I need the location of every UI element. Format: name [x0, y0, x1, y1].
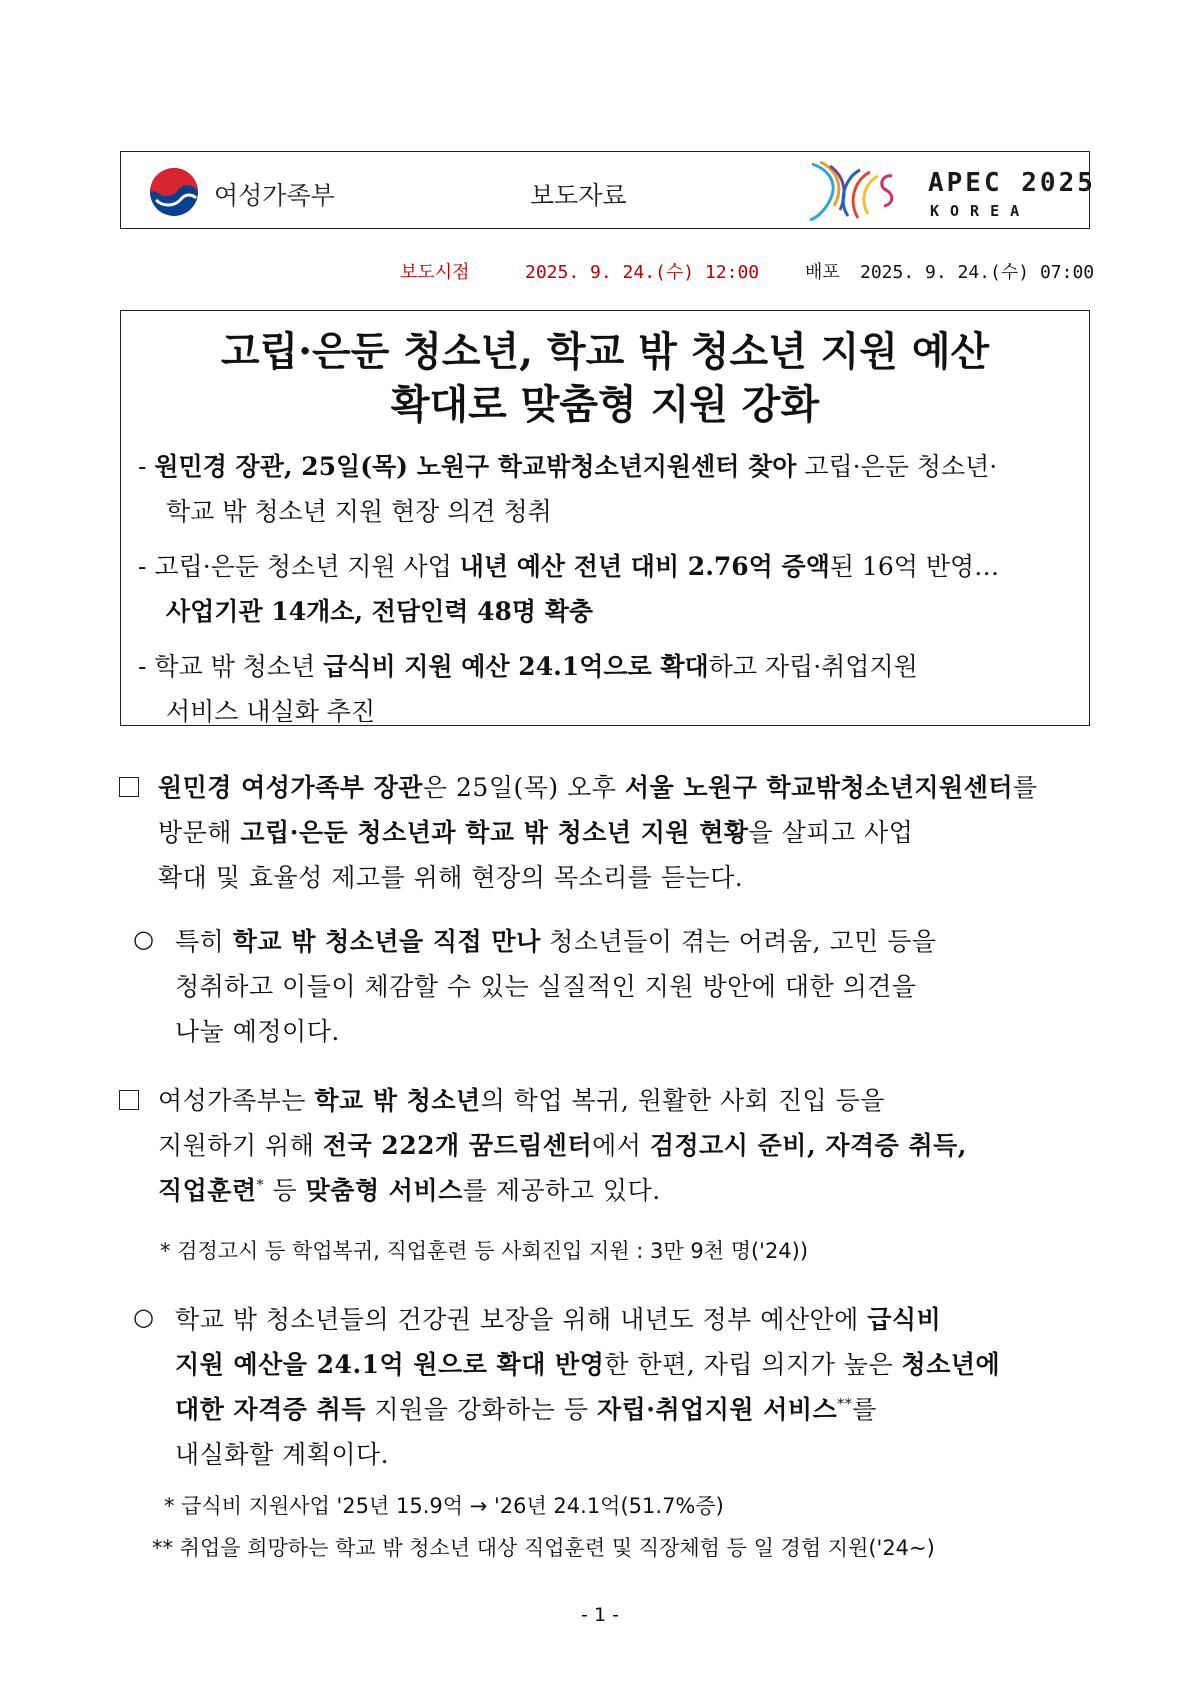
bold-text: 맞춤형 서비스: [305, 1176, 463, 1205]
summary-text: 하고 자립·취업지원: [708, 652, 918, 681]
text: 를: [852, 1395, 877, 1424]
sub2-line4: 내실화할 계획이다.: [175, 1440, 390, 1469]
summary-item-1-cont: 학교 밖 청소년 지원 현장 의견 청취: [166, 497, 552, 526]
checkbox-square-icon: [119, 777, 139, 797]
apec-subtitle: KOREA: [930, 202, 1031, 220]
summary-bold: 원민경 장관, 25일(목) 노원구 학교밖청소년지원센터 찾아: [154, 452, 797, 481]
sub1-line1: [175, 922, 937, 958]
document-type: 보도자료: [530, 181, 627, 210]
footnote-2: * 급식비 지원사업 '25년 15.9억 → '26년 24.1억(51.7%증): [164, 1494, 724, 1518]
summary-item-2: [138, 544, 1078, 589]
summary-text: - 고립·은둔 청소년 지원 사업: [138, 552, 460, 581]
sub1-line2: 청취하고 이들이 체감할 수 있는 실질적인 지원 방안에 대한 의견을: [175, 972, 917, 1001]
summary-text: 된 16억 반영…: [829, 552, 1000, 581]
bullet-circle: ○: [133, 1303, 154, 1331]
para1-line3: 확대 및 효율성 제고를 위해 현장의 목소리를 듣는다.: [158, 863, 744, 892]
text: 지원하기 위해: [158, 1131, 323, 1160]
text: 등: [264, 1176, 306, 1205]
bold-text: 원민경 여성가족부 장관: [158, 773, 423, 802]
summary-dash: -: [138, 452, 155, 481]
bold-text: 학교 밖 청소년을 직접 만나: [232, 927, 541, 956]
bold-text: 고립·은둔 청소년과 학교 밖 청소년 지원 현황: [240, 818, 749, 847]
text: 은 25일(목) 오후: [422, 773, 625, 802]
bold-text: 서울 노원구 학교밖청소년지원센터: [624, 773, 1014, 802]
release-label: 보도시점: [400, 262, 470, 283]
footnote-marker: *: [256, 1177, 265, 1194]
headline-line-2: 확대로 맞춤형 지원 강화: [390, 381, 820, 428]
summary-bold: 내년 예산 전년 대비 2.76억 증액: [459, 552, 830, 581]
release-time: 2025. 9. 24.(수) 12:00: [525, 262, 760, 283]
text: 를 제공하고 있다.: [462, 1176, 661, 1205]
checkbox-square-icon: [119, 1090, 139, 1110]
footnote-3: ** 취업을 희망하는 학교 밖 청소년 대상 직업훈련 및 직장체험 등 일 경험 지원('24~): [152, 1536, 935, 1560]
bold-text: 자립·취업지원 서비스: [596, 1395, 838, 1424]
para2-line1: [158, 1081, 885, 1117]
distribution-label: 배포: [805, 262, 840, 283]
bold-text: 직업훈련: [158, 1176, 257, 1205]
para2-line3: [158, 1171, 661, 1207]
summary-item-2-cont: [166, 589, 1106, 634]
text: 의 학업 복귀, 원활한 사회 진입 등을: [480, 1086, 885, 1115]
text: 청소년들이 겪는 어려움, 고민 등을: [540, 927, 937, 956]
summary-item-1: [138, 444, 1078, 489]
summary-text: 고립·은둔 청소년·: [796, 452, 998, 481]
apec-title: APEC 2025: [928, 168, 1096, 198]
sub2-line2: [175, 1345, 1000, 1381]
headline-line-1: 고립·은둔 청소년, 학교 밖 청소년 지원 예산: [220, 328, 990, 375]
sub1-line3: 나눌 예정이다.: [175, 1017, 340, 1046]
footnote-1: * 검정고시 등 학업복귀, 직업훈련 등 사회진입 지원 : 3만 9천 명('24)): [160, 1239, 809, 1263]
text: 특히: [175, 927, 233, 956]
distribution-time: 2025. 9. 24.(수) 07:00: [860, 262, 1095, 283]
summary-item-3: [138, 644, 1078, 689]
bullet-circle: ○: [133, 925, 154, 953]
text: 에서: [592, 1131, 650, 1160]
text: 방문해: [158, 818, 241, 847]
para1-line2: [158, 813, 913, 849]
ministry-emblem-icon: [148, 166, 200, 218]
sub2-line1: [175, 1300, 941, 1336]
summary-item-3-cont: 서비스 내실화 추진: [166, 697, 376, 726]
para2-line2: [158, 1126, 967, 1162]
text: 지원을 강화하는 등: [365, 1395, 597, 1424]
text: 을 살피고 사업: [748, 818, 914, 847]
bold-text: 급식비: [867, 1305, 942, 1334]
text: 를: [1013, 773, 1038, 802]
bold-text: 검정고시 준비, 자격증 취득,: [649, 1131, 968, 1160]
bold-text: 대한 자격증 취득: [175, 1395, 366, 1424]
text: 한 한편, 자립 의지가 높은: [604, 1350, 902, 1379]
page-number: - 1 -: [581, 1604, 619, 1626]
footnote-marker: **: [837, 1396, 853, 1413]
bold-text: 청소년에: [901, 1350, 1001, 1379]
sub2-line3: [175, 1390, 877, 1426]
bold-text: 학교 밖 청소년: [314, 1086, 481, 1115]
summary-text: - 학교 밖 청소년: [138, 652, 324, 681]
text: 여성가족부는: [158, 1086, 315, 1115]
apec-logo-icon: [808, 158, 908, 224]
para1-line1: [158, 768, 1038, 804]
ministry-name: 여성가족부: [214, 181, 335, 210]
text: 학교 밖 청소년들의 건강권 보장을 위해 내년도 정부 예산안에: [175, 1305, 868, 1334]
bold-text: 전국 222개 꿈드림센터: [322, 1131, 593, 1160]
bold-text: 지원 예산을 24.1억 원으로 확대 반영: [175, 1350, 605, 1379]
summary-bold: 사업기관 14개소, 전담인력 48명 확충: [166, 597, 594, 626]
summary-bold: 급식비 지원 예산 24.1억으로 확대: [323, 652, 709, 681]
